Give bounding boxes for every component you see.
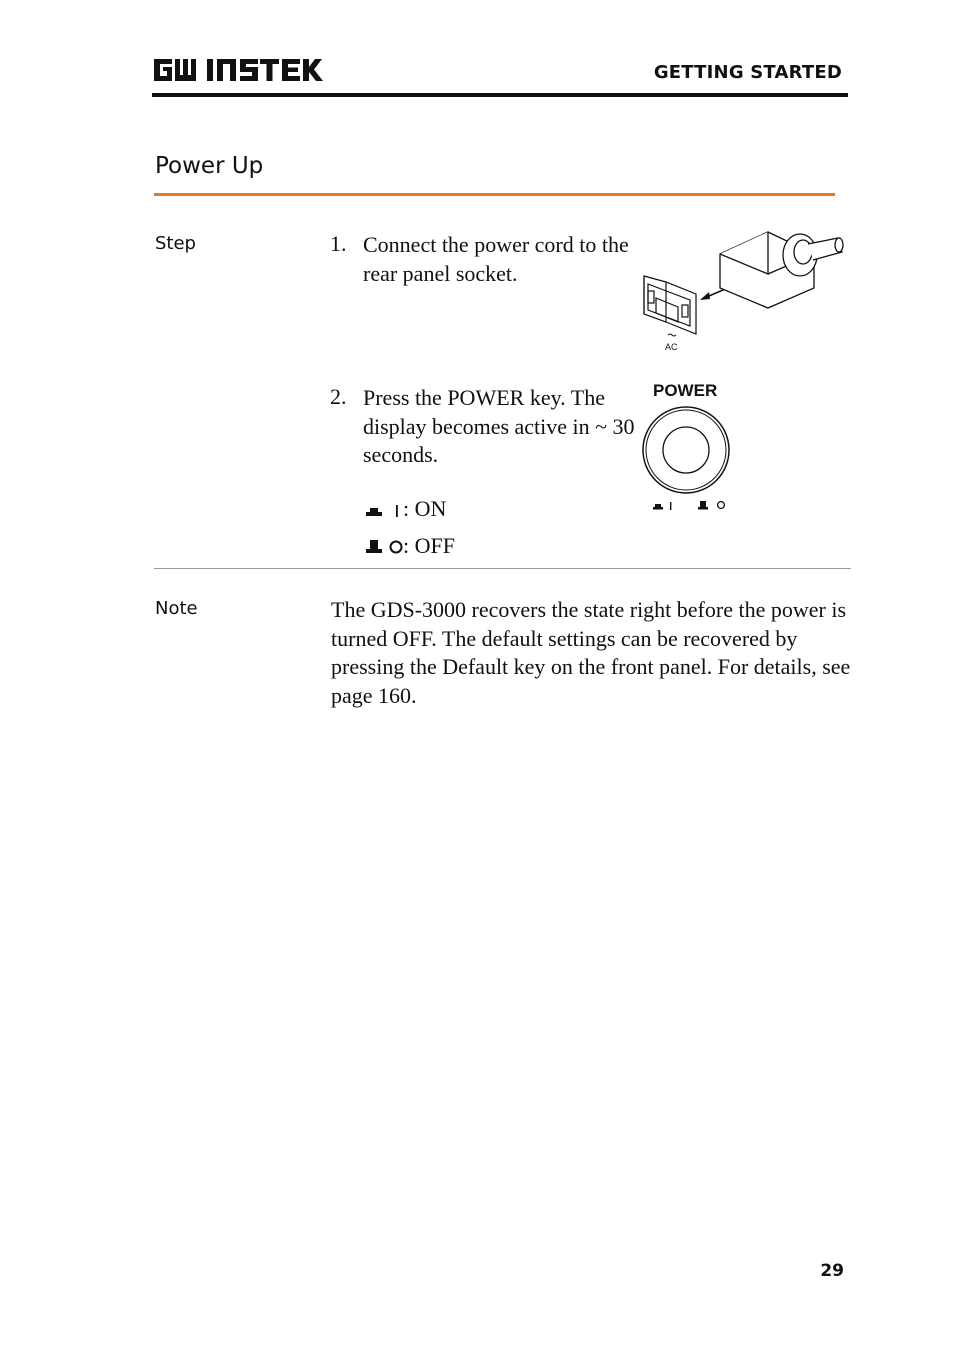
- step-number-2: 2.: [330, 384, 347, 409]
- socket-ac-label: AC: [665, 342, 678, 352]
- switch-off-icon: [363, 534, 403, 558]
- header-rule: [152, 93, 848, 97]
- power-on-symbol-icon: [653, 502, 671, 510]
- power-cord-illustration: [638, 226, 850, 356]
- state-off-row: [363, 532, 455, 560]
- state-on-text: : ON: [403, 496, 447, 521]
- state-off-text: : OFF: [403, 533, 455, 558]
- page-number: 29: [820, 1261, 844, 1281]
- power-key-label: POWER: [653, 381, 718, 400]
- section-divider: [154, 568, 851, 569]
- gw-instek-logo: [152, 55, 324, 85]
- step-label: Step: [155, 233, 196, 254]
- page-title: Power Up: [155, 153, 264, 179]
- step-text-1: Connect the power cord to the rear panel socket.: [363, 232, 629, 286]
- step-text-2: Press the POWER key. The display becomes active in ~ 30 seconds.: [363, 385, 635, 467]
- section-label: GETTING STARTED: [653, 62, 842, 83]
- title-underline: [154, 193, 835, 196]
- note-text: The GDS-3000 recovers the state right before the power is turned OFF. The default settings can be recovered by pressing the Default key on the front panel. For details, see page 160.: [331, 597, 851, 708]
- state-on-row: [363, 495, 446, 523]
- power-off-symbol-icon: [698, 501, 724, 510]
- switch-on-icon: [363, 497, 403, 521]
- power-key-illustration: [640, 404, 736, 514]
- step-number-1: 1.: [330, 231, 347, 256]
- note-label: Note: [155, 598, 198, 619]
